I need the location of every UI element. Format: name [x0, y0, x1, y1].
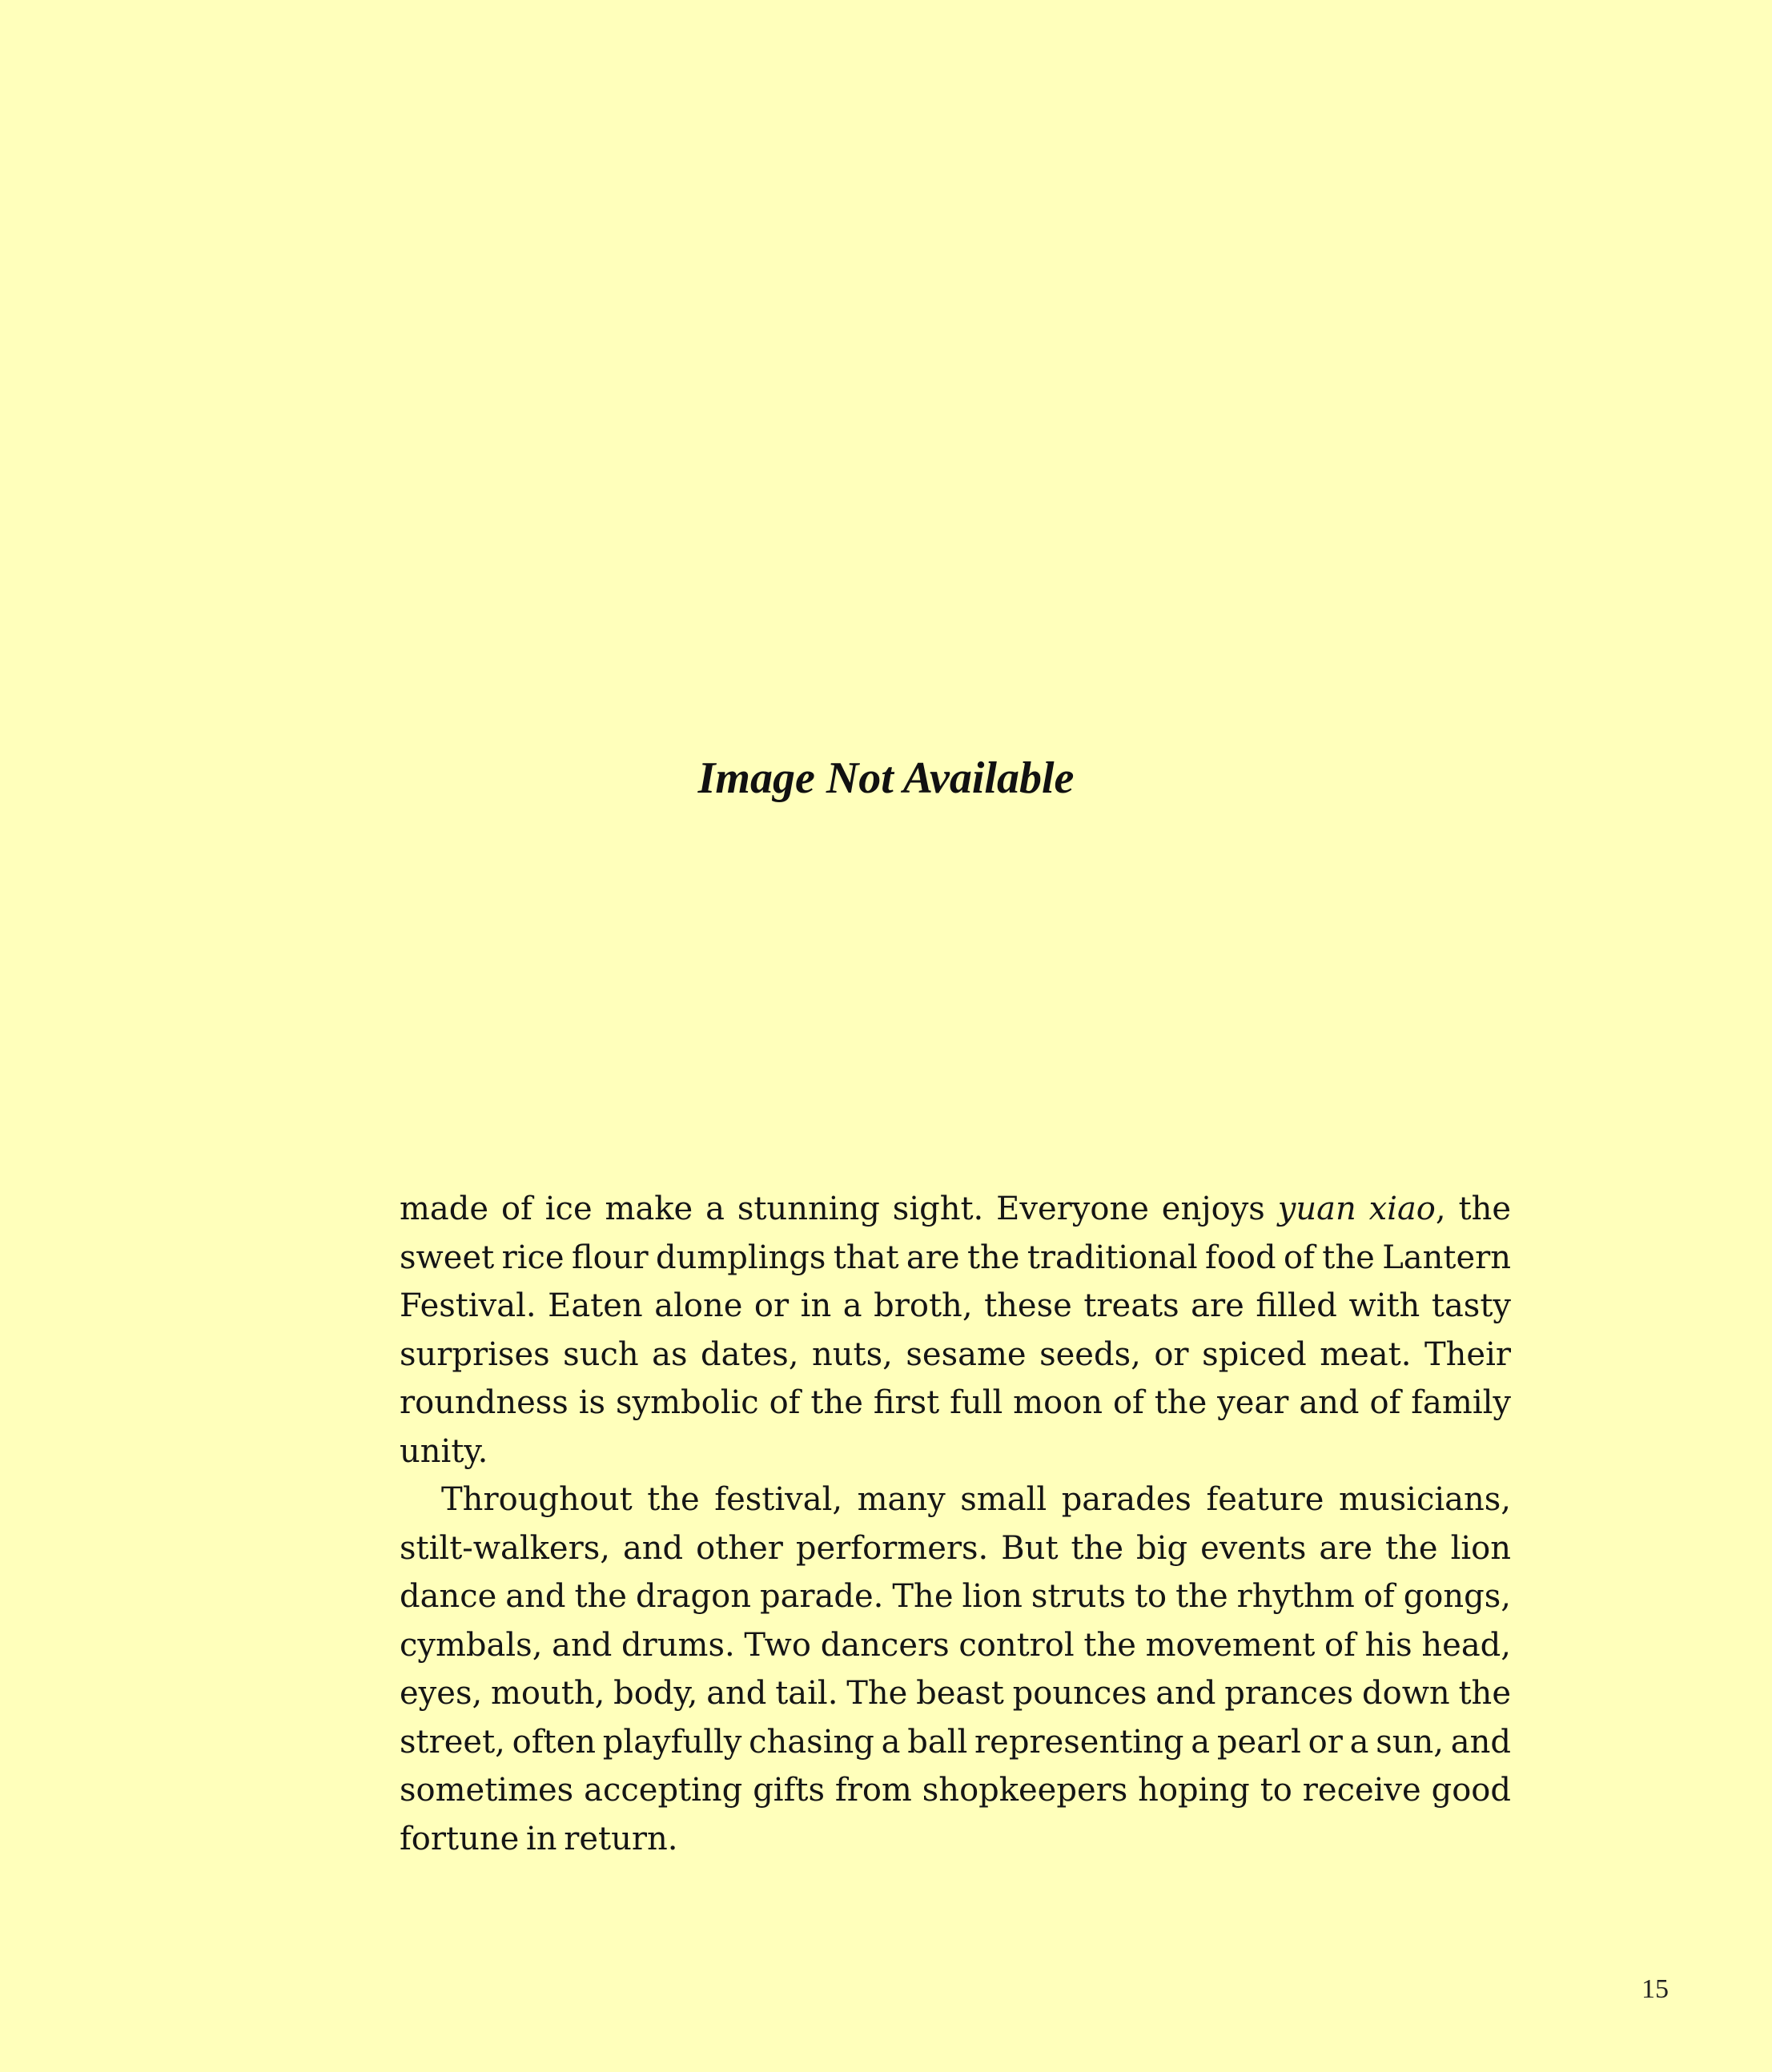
image-not-available-label: Image Not Available	[697, 753, 1075, 803]
paragraph-1-end: , the sweet rice flour dumplings that are the traditional food of the Lantern Festival. Eaten alone or in a broth, these treats are filled with tasty surprises such as dates, nuts, sesame seeds, or spiced meat. Their roundness is symbolic of the first full moon of the year and of family unity.	[400, 1191, 1512, 1470]
body-text	[400, 1185, 1511, 1863]
paragraph-1-start: made of ice make a stunning sight. Everyone enjoys	[400, 1191, 1278, 1227]
paragraph-1	[400, 1185, 1511, 1476]
paragraph-1-italic-term: yuan xiao	[1277, 1191, 1436, 1227]
page-number: 15	[1641, 1974, 1669, 2004]
paragraph-2: Throughout the festival, many small parades feature musicians, stilt-walkers, and other performers. But the big events are the lion dance and the dragon parade. The lion struts to the rhythm of gongs, cymbals, and drums. Two dancers control the movement of his head, eyes, mouth, body, and tail. The beast pounces and prances down the street, often playfully chasing a ball representing a pearl or a sun, and sometimes accepting gifts from shopkeepers hoping to receive good fortune in return.	[400, 1481, 1511, 1857]
